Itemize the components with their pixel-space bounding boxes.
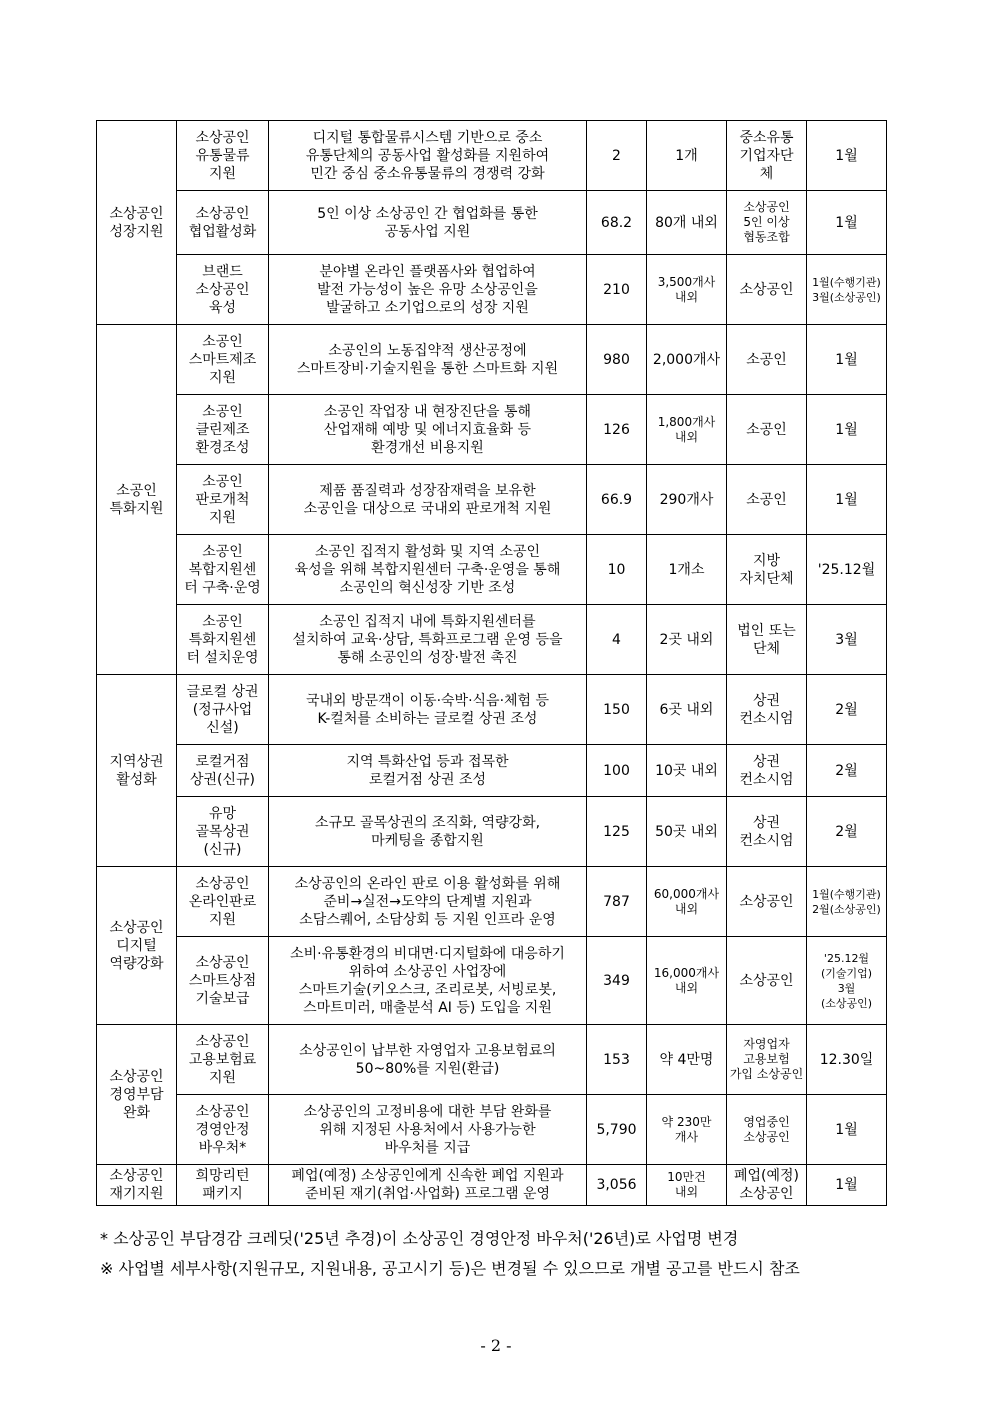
scale-line: 16,000개사 (653, 965, 720, 980)
scale-cell (647, 465, 727, 535)
target-line: 소상공인 (739, 972, 794, 989)
target-line: 5인 이상 (743, 215, 790, 229)
description-line: 유통단체의 공동사업 활성화를 지원하여 (305, 147, 550, 164)
description-line: 5인 이상 소상공인 간 협업화를 통한 (317, 205, 538, 222)
scale-line: 개사 (674, 1129, 699, 1144)
description-line: 소공인의 노동집약적 생산공정에 (328, 342, 527, 359)
target-cell (727, 1025, 807, 1095)
table-row (97, 465, 887, 535)
target-line: 소상공인 (743, 1129, 790, 1144)
description-line: 위해 지정된 사용처에서 사용가능한 (319, 1121, 536, 1138)
budget-cell: 125 (587, 797, 647, 867)
target-line: 가입 소상공인 (729, 1067, 804, 1081)
budget-cell: 210 (587, 255, 647, 325)
budget-cell: 980 (587, 325, 647, 395)
target-cell (727, 325, 807, 395)
program-name-line: 유망 (208, 805, 237, 822)
target-cell (727, 745, 807, 797)
target-cell (727, 465, 807, 535)
target-cell (727, 395, 807, 465)
timing-cell (807, 937, 887, 1025)
scale-cell (647, 745, 727, 797)
program-name-line: 스마트상점 (188, 972, 257, 989)
program-name-cell (177, 745, 269, 797)
budget-cell: 126 (587, 395, 647, 465)
timing-line: (소상공인) (820, 996, 873, 1010)
scale-line: 1개 (675, 147, 698, 164)
description-line: 소규모 골목상권의 조직화, 역량강화, (314, 814, 541, 831)
description-line: 소비·유통환경의 비대면·디지털화에 대응하기 (290, 945, 565, 962)
program-name-cell (177, 797, 269, 867)
program-name-line: 환경조성 (195, 439, 250, 456)
description-line: 소담스퀘어, 소담상회 등 지원 인프라 운영 (299, 911, 556, 928)
program-name-cell (177, 191, 269, 255)
scale-line: 내외 (674, 980, 699, 995)
timing-cell (807, 121, 887, 191)
timing-line: 1월 (835, 351, 858, 368)
description-cell (269, 675, 587, 745)
target-cell (727, 255, 807, 325)
description-line: 스마트기술(키오스크, 조리로봇, 서빙로봇, (298, 981, 557, 998)
category-line: 소공인 (116, 482, 157, 499)
program-name-line: 지원 (208, 165, 237, 182)
description-line: 위하여 소상공인 사업장에 (348, 963, 507, 980)
description-line: 발굴하고 소기업으로의 성장 지원 (326, 299, 529, 316)
program-name-cell (177, 1025, 269, 1095)
description-cell (269, 1095, 587, 1165)
target-line: 소상공인 (743, 200, 790, 214)
program-name-line: 패키지 (202, 1186, 243, 1202)
timing-line: 1월 (835, 1121, 858, 1138)
target-line: 법인 또는 (737, 622, 796, 639)
timing-line: 2월 (835, 762, 858, 779)
budget-cell: 100 (587, 745, 647, 797)
target-line: 상권 (752, 692, 781, 709)
budget-cell: 5,790 (587, 1095, 647, 1165)
program-name-cell (177, 605, 269, 675)
table-row (97, 255, 887, 325)
program-name-line: 고용보험료 (188, 1051, 257, 1068)
category-line: 완화 (122, 1104, 151, 1121)
target-cell (727, 867, 807, 937)
scale-line: 10곳 내외 (655, 762, 718, 779)
budget-cell: 787 (587, 867, 647, 937)
program-name-line: 상권(신규) (189, 771, 256, 788)
target-line: 컨소시엄 (739, 832, 794, 849)
scale-cell (647, 937, 727, 1025)
table-row (97, 535, 887, 605)
table-row (97, 797, 887, 867)
description-line: 소상공인이 납부한 자영업자 고용보험료의 (299, 1042, 556, 1059)
target-line: 자치단체 (739, 570, 794, 587)
program-name-cell (177, 1095, 269, 1165)
program-name-line: 협업활성화 (188, 223, 257, 240)
description-line: 준비→실전→도약의 단계별 지원과 (323, 893, 532, 910)
category-line: 역량강화 (109, 955, 164, 972)
program-name-line: 육성 (208, 299, 237, 316)
timing-cell (807, 325, 887, 395)
target-cell (727, 937, 807, 1025)
category-cell (97, 675, 177, 867)
description-line: 디지털 통합물류시스템 기반으로 중소 (312, 129, 543, 146)
description-line: 스마트미러, 매출분석 AI 등) 도입을 지원 (303, 999, 552, 1016)
scale-cell (647, 797, 727, 867)
timing-line: 1월 (835, 491, 858, 508)
description-cell (269, 535, 587, 605)
target-line: 중소유통 (739, 129, 794, 146)
timing-line: 1월 (835, 214, 858, 231)
program-name-line: 유통물류 (195, 147, 250, 164)
category-line: 소상공인 (109, 1068, 164, 1085)
scale-line: 10만건 (667, 1170, 706, 1184)
scale-cell (647, 605, 727, 675)
description-cell (269, 745, 587, 797)
table-row (97, 937, 887, 1025)
target-line: 컨소시엄 (739, 771, 794, 788)
description-cell (269, 465, 587, 535)
program-name-line: 판로개척 (195, 491, 250, 508)
scale-cell (647, 1165, 727, 1206)
program-name-cell (177, 867, 269, 937)
target-line: 폐업(예정) (733, 1168, 800, 1184)
description-line: 폐업(예정) 소상공인에게 신속한 폐업 지원과 (291, 1168, 564, 1184)
description-cell (269, 121, 587, 191)
scale-line: 2곳 내외 (659, 631, 714, 648)
description-cell (269, 1025, 587, 1095)
timing-cell (807, 675, 887, 745)
target-line: 단체 (752, 640, 781, 657)
timing-line: 2월 (835, 823, 858, 840)
target-cell (727, 605, 807, 675)
program-name-line: 특화지원센 (188, 631, 257, 648)
target-line: 지방 (752, 552, 781, 569)
timing-cell (807, 797, 887, 867)
budget-cell: 68.2 (587, 191, 647, 255)
program-name-line: 스마트제조 (188, 351, 257, 368)
target-line: 소상공인 (739, 1186, 794, 1202)
scale-line: 290개사 (659, 491, 714, 508)
scale-line: 60,000개사 (653, 886, 720, 901)
program-name-line: 터 구축·운영 (184, 579, 261, 596)
description-line: 바우처를 지급 (384, 1139, 471, 1156)
timing-cell (807, 1095, 887, 1165)
scale-cell (647, 535, 727, 605)
program-name-line: 지원 (208, 509, 237, 526)
page-number: - 2 - (480, 1336, 512, 1355)
description-cell (269, 325, 587, 395)
target-line: 체 (759, 165, 774, 182)
program-name-line: 희망리턴 (195, 1168, 250, 1184)
scale-cell (647, 325, 727, 395)
program-name-line: 신설) (206, 719, 239, 736)
category-line: 경영부담 (109, 1086, 164, 1103)
description-cell (269, 797, 587, 867)
timing-cell (807, 1025, 887, 1095)
program-name-line: 소상공인 (195, 281, 250, 298)
description-cell (269, 191, 587, 255)
program-name-line: 소공인 (202, 543, 243, 560)
table-row (97, 191, 887, 255)
scale-cell (647, 255, 727, 325)
category-cell (97, 121, 177, 325)
description-cell (269, 605, 587, 675)
category-line: 재기지원 (109, 1186, 164, 1202)
budget-cell: 153 (587, 1025, 647, 1095)
scale-cell (647, 121, 727, 191)
target-line: 컨소시엄 (739, 710, 794, 727)
timing-line: '25.12월 (817, 561, 876, 578)
program-name-line: 소공인 (202, 403, 243, 420)
program-name-cell (177, 121, 269, 191)
program-name-cell (177, 395, 269, 465)
target-line: 영업중인 (743, 1114, 790, 1129)
footnote-notice: ※ 사업별 세부사항(지원규모, 지원내용, 공고시기 등)은 변경될 수 있으므로 개별 공고를 반드시 참조 (100, 1259, 800, 1278)
timing-line: 1월(수행기관) (812, 275, 881, 289)
timing-cell (807, 191, 887, 255)
scale-line: 80개 내외 (655, 214, 718, 231)
description-line: 로컬거점 상권 조성 (368, 771, 487, 788)
program-name-line: 로컬거점 (195, 753, 250, 770)
target-line: 자영업자 (743, 1037, 790, 1051)
description-line: 소공인 작업장 내 현장진단을 통해 (323, 403, 532, 420)
table-row (97, 395, 887, 465)
description-line: 소상공인의 고정비용에 대한 부담 완화를 (303, 1103, 552, 1120)
scale-line: 3,500개사 (657, 274, 716, 289)
target-cell (727, 797, 807, 867)
description-line: 산업재해 예방 및 에너지효율화 등 (323, 421, 532, 438)
timing-cell (807, 605, 887, 675)
target-line: 상권 (752, 753, 781, 770)
program-name-line: 복합지원센 (188, 561, 257, 578)
description-line: 통해 소공인의 성장·발전 촉진 (337, 649, 518, 666)
table-row (97, 1165, 887, 1206)
category-line: 디지털 (116, 937, 157, 954)
description-line: 설치하여 교육·상담, 특화프로그램 운영 등을 (292, 631, 563, 648)
budget-cell: 2 (587, 121, 647, 191)
description-line: 발전 가능성이 높은 유망 소상공인을 (317, 281, 538, 298)
description-line: 분야별 온라인 플랫폼사와 협업하여 (319, 263, 536, 280)
description-line: 소공인 집적지 활성화 및 지역 소공인 (314, 543, 541, 560)
table-row (97, 867, 887, 937)
target-cell (727, 191, 807, 255)
program-name-cell (177, 465, 269, 535)
program-name-cell (177, 255, 269, 325)
description-line: 소상공인의 온라인 판로 이용 활성화를 위해 (294, 875, 561, 892)
scale-cell (647, 1095, 727, 1165)
program-name-line: 소공인 (202, 473, 243, 490)
timing-line: 1월 (835, 421, 858, 438)
program-name-line: 소상공인 (195, 1033, 250, 1050)
program-table-container (96, 120, 886, 1206)
category-line: 소상공인 (109, 1168, 164, 1184)
program-name-line: 소상공인 (195, 205, 250, 222)
timing-cell (807, 255, 887, 325)
table-row (97, 1025, 887, 1095)
timing-line: 1월 (835, 147, 858, 164)
program-name-cell (177, 535, 269, 605)
program-name-cell (177, 675, 269, 745)
program-name-cell (177, 325, 269, 395)
scale-line: 내외 (674, 1185, 699, 1199)
program-name-cell (177, 1165, 269, 1206)
program-name-line: 클린제조 (195, 421, 250, 438)
program-name-line: 기술보급 (195, 990, 250, 1007)
description-line: 스마트장비·기술지원을 통한 스마트화 지원 (296, 360, 559, 377)
target-line: 소공인 (746, 491, 787, 508)
target-line: 고용보험 (743, 1052, 790, 1066)
target-line: 소상공인 (739, 893, 794, 910)
scale-line: 1,800개사 (657, 414, 716, 429)
description-line: 지역 특화산업 등과 접목한 (346, 753, 509, 770)
program-name-line: 바우처* (198, 1139, 247, 1156)
timing-cell (807, 395, 887, 465)
description-line: 소공인의 혁신성장 기반 조성 (339, 579, 516, 596)
timing-cell (807, 535, 887, 605)
program-name-line: 온라인판로 (188, 893, 257, 910)
program-name-line: (정규사업 (192, 701, 253, 718)
table-row (97, 325, 887, 395)
description-line: 마케팅을 종합지원 (371, 832, 484, 849)
program-name-line: 소공인 (202, 333, 243, 350)
budget-cell: 4 (587, 605, 647, 675)
program-name-line: 소상공인 (195, 1103, 250, 1120)
program-name-line: 브랜드 (202, 263, 243, 280)
timing-cell (807, 867, 887, 937)
program-name-line: (신규) (203, 841, 242, 858)
category-cell (97, 1165, 177, 1206)
scale-cell (647, 675, 727, 745)
budget-cell: 150 (587, 675, 647, 745)
scale-line: 내외 (674, 429, 699, 444)
scale-cell (647, 191, 727, 255)
category-cell (97, 1025, 177, 1165)
table-row (97, 605, 887, 675)
description-line: 제품 품질력과 성장잠재력을 보유한 (319, 482, 536, 499)
target-cell (727, 1165, 807, 1206)
description-cell (269, 1165, 587, 1206)
budget-cell: 3,056 (587, 1165, 647, 1206)
scale-line: 6곳 내외 (659, 701, 714, 718)
scale-cell (647, 867, 727, 937)
scale-line: 내외 (674, 289, 699, 304)
program-name-line: 골목상권 (195, 823, 250, 840)
program-name-line: 글로컬 상권 (186, 683, 259, 700)
description-line: 공동사업 지원 (384, 223, 471, 240)
program-name-line: 지원 (208, 1069, 237, 1086)
category-line: 활성화 (116, 771, 157, 788)
target-line: 협동조합 (743, 230, 790, 244)
description-line: 소공인을 대상으로 국내외 판로개척 지원 (303, 500, 552, 517)
program-name-line: 소공인 (202, 613, 243, 630)
budget-cell: 66.9 (587, 465, 647, 535)
description-line: K-컬처를 소비하는 글로컬 상권 조성 (317, 710, 538, 727)
timing-line: '25.12월 (823, 951, 870, 965)
description-line: 50~80%를 지원(환급) (355, 1060, 500, 1077)
scale-cell (647, 395, 727, 465)
scale-line: 50곳 내외 (655, 823, 718, 840)
table-row (97, 675, 887, 745)
category-line: 성장지원 (109, 223, 164, 240)
scale-line: 2,000개사 (652, 351, 721, 368)
program-table (96, 120, 887, 1206)
scale-line: 약 230만 (661, 1114, 712, 1129)
target-line: 소상공인 (739, 281, 794, 298)
description-line: 준비된 재기(취업·사업화) 프로그램 운영 (304, 1186, 551, 1202)
category-line: 지역상권 (109, 753, 164, 770)
timing-line: 1월 (835, 1177, 858, 1193)
target-line: 기업자단 (739, 147, 794, 164)
table-row (97, 121, 887, 191)
timing-cell (807, 745, 887, 797)
target-cell (727, 535, 807, 605)
timing-cell (807, 1165, 887, 1206)
timing-cell (807, 465, 887, 535)
description-cell (269, 867, 587, 937)
category-line: 소상공인 (109, 919, 164, 936)
description-line: 육성을 위해 복합지원센터 구축·운영을 통해 (294, 561, 561, 578)
target-cell (727, 1095, 807, 1165)
target-cell (727, 121, 807, 191)
timing-line: 2월(소상공인) (812, 902, 881, 916)
timing-line: 3월 (837, 981, 856, 995)
category-line: 특화지원 (109, 500, 164, 517)
description-line: 국내외 방문객이 이동·숙박·식음·체험 등 (305, 692, 550, 709)
target-line: 상권 (752, 814, 781, 831)
description-cell (269, 255, 587, 325)
target-line: 소공인 (746, 351, 787, 368)
target-cell (727, 675, 807, 745)
timing-line: 3월(소상공인) (812, 290, 881, 304)
scale-line: 1개소 (668, 561, 705, 578)
description-cell (269, 937, 587, 1025)
description-line: 민간 중심 중소유통물류의 경쟁력 강화 (310, 165, 545, 182)
program-name-line: 지원 (208, 911, 237, 928)
budget-cell: 349 (587, 937, 647, 1025)
footnote-voucher: * 소상공인 부담경감 크레딧('25년 추경)이 소상공인 경영안정 바우처('26년)로 사업명 변경 (100, 1229, 739, 1248)
program-name-line: 소상공인 (195, 954, 250, 971)
budget-cell: 10 (587, 535, 647, 605)
table-row (97, 745, 887, 797)
description-line: 소공인 집적지 내에 특화지원센터를 (319, 613, 536, 630)
category-cell (97, 325, 177, 675)
target-line: 소공인 (746, 421, 787, 438)
timing-line: 12.30일 (819, 1051, 874, 1068)
description-line: 환경개선 비용지원 (371, 439, 484, 456)
program-name-cell (177, 937, 269, 1025)
scale-line: 내외 (674, 901, 699, 916)
footnotes (100, 1224, 890, 1284)
table-row (97, 1095, 887, 1165)
timing-line: 1월(수행기관) (812, 887, 881, 901)
category-line: 소상공인 (109, 205, 164, 222)
timing-line: (기술기업) (820, 966, 873, 980)
category-cell (97, 867, 177, 1025)
program-name-line: 소상공인 (195, 875, 250, 892)
scale-cell (647, 1025, 727, 1095)
program-name-line: 터 설치운영 (186, 649, 259, 666)
description-cell (269, 395, 587, 465)
scale-line: 약 4만명 (659, 1051, 714, 1068)
program-name-line: 지원 (208, 369, 237, 386)
timing-line: 2월 (835, 701, 858, 718)
program-name-line: 경영안정 (195, 1121, 250, 1138)
timing-line: 3월 (835, 631, 858, 648)
program-name-line: 소상공인 (195, 129, 250, 146)
